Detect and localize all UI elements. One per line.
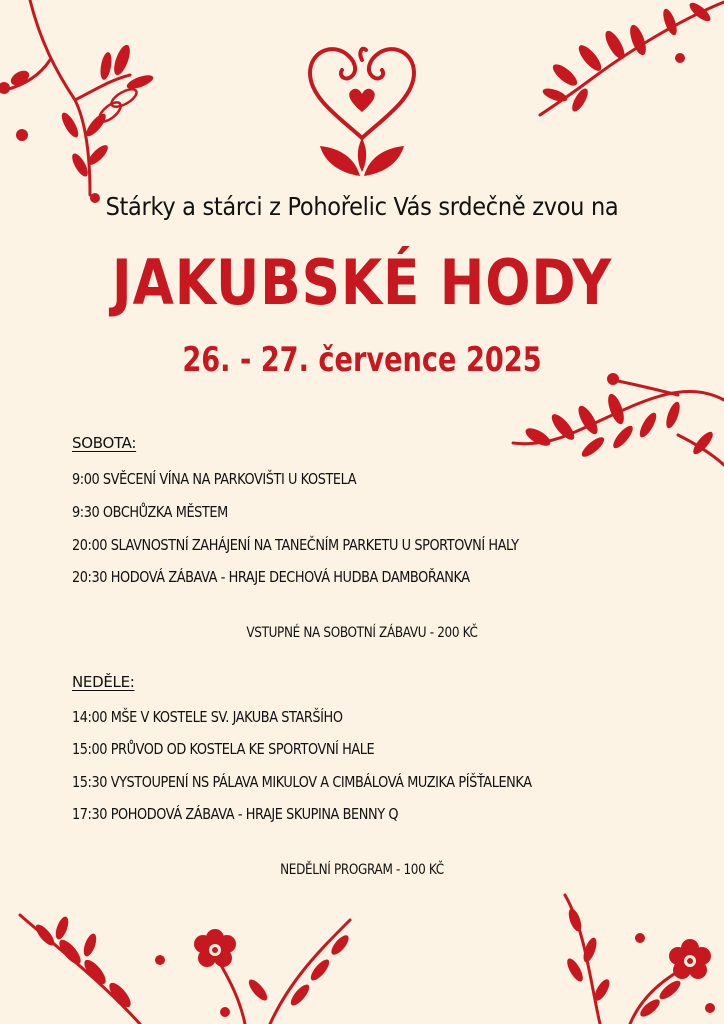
saturday-item: 20:00 SLAVNOSTNÍ ZAHÁJENÍ NA TANEČNÍM PARKETU U SPORTOVNÍ HALY <box>72 536 519 554</box>
sunday-item: 15:30 VYSTOUPENÍ NS PÁLAVA MIKULOV A CIMBÁLOVÁ MUZIKA PÍŠŤALENKA <box>72 773 532 791</box>
saturday-item: 20:30 HODOVÁ ZÁBAVA - HRAJE DECHOVÁ HUDBA DAMBOŘANKA <box>72 568 470 586</box>
saturday-price: VSTUPNÉ NA SOBOTNÍ ZÁBAVU - 200 KČ <box>246 625 478 641</box>
folk-heart-ornament-icon <box>300 38 424 178</box>
branch-with-leaves-icon <box>520 0 724 130</box>
sunday-heading: NEDĚLE: <box>72 673 135 691</box>
invitation-text: Stárky a stárci z Pohořelic Vás srdečně zvou na <box>105 192 619 221</box>
saturday-item: 9:00 SVĚCENÍ VÍNA NA PARKOVIŠTI U KOSTELA <box>72 470 357 488</box>
event-date: 26. - 27. července 2025 <box>182 340 542 380</box>
saturday-heading: SOBOTA: <box>72 434 137 452</box>
saturday-item: 9:30 OBCHŮZKA MĚSTEM <box>72 503 228 521</box>
branch-with-leaves-icon <box>508 365 724 480</box>
sunday-item: 17:30 POHODOVÁ ZÁBAVA - HRAJE SKUPINA BENNY Q <box>72 805 399 823</box>
sunday-item: 15:00 PRŮVOD OD KOSTELA KE SPORTOVNÍ HALE <box>72 740 375 758</box>
flower-branch-icon <box>0 900 360 1024</box>
branch-with-leaves-icon <box>0 0 160 210</box>
sunday-item: 14:00 MŠE V KOSTELE SV. JAKUBA STARŠÍHO <box>72 708 343 726</box>
sunday-price: NEDĚLNÍ PROGRAM - 100 KČ <box>280 862 444 878</box>
event-title: JAKUBSKÉ HODY <box>111 246 613 319</box>
flower-branch-icon <box>530 890 724 1024</box>
